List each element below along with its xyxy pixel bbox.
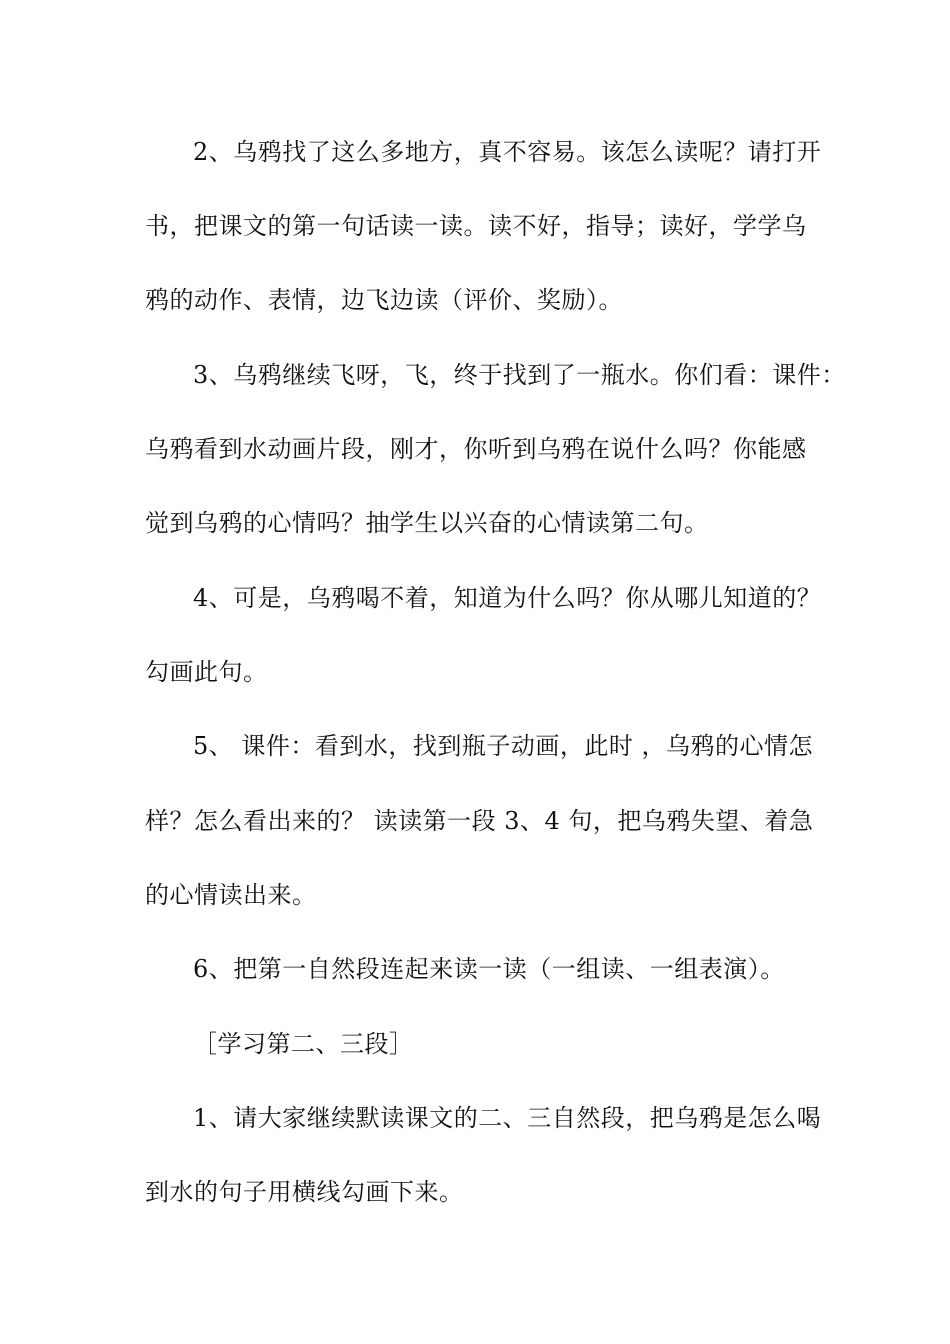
paragraph-3-line-2: 乌鸦看到水动画片段，刚才，你听到乌鸦在说什么吗？你能感 bbox=[145, 435, 807, 463]
paragraph-6-line-1: 6、把第一自然段连起来读一读（一组读、一组表演）。 bbox=[193, 955, 785, 983]
paragraph-3-line-3: 觉到乌鸦的心情吗？抽学生以兴奋的心情读第二句。 bbox=[145, 509, 709, 537]
paragraph-4-line-2: 勾画此句。 bbox=[145, 658, 268, 686]
paragraph-1-line-1: 1、请大家继续默读课文的二、三自然段，把乌鸦是怎么喝 bbox=[193, 1104, 822, 1132]
paragraph-5-line-2: 样？怎么看出来的？ 读读第一段 3、4 句，把乌鸦失望、着急 bbox=[145, 807, 814, 835]
section-heading: ［学习第二、三段］ bbox=[193, 1030, 414, 1058]
paragraph-3-line-1: 3、乌鸦继续飞呀，飞，终于找到了一瓶水。你们看：课件： bbox=[193, 361, 846, 389]
paragraph-4-line-1: 4、可是，乌鸦喝不着，知道为什么吗？你从哪儿知道的？ bbox=[193, 584, 822, 612]
paragraph-2-line-1: 2、乌鸦找了这么多地方，真不容易。该怎么读呢？请打开 bbox=[193, 138, 822, 166]
paragraph-2-line-3: 鸦的动作、表情，边飞边读（评价、奖励）。 bbox=[145, 286, 623, 314]
paragraph-5-line-1: 5、 课件：看到水，找到瓶子动画，此时 ，乌鸦的心情怎 bbox=[193, 732, 814, 760]
paragraph-5-line-3: 的心情读出来。 bbox=[145, 881, 317, 909]
paragraph-2-line-2: 书，把课文的第一句话读一读。读不好，指导；读好，学学乌 bbox=[145, 212, 807, 240]
paragraph-1-line-2: 到水的句子用横线勾画下来。 bbox=[145, 1178, 464, 1206]
